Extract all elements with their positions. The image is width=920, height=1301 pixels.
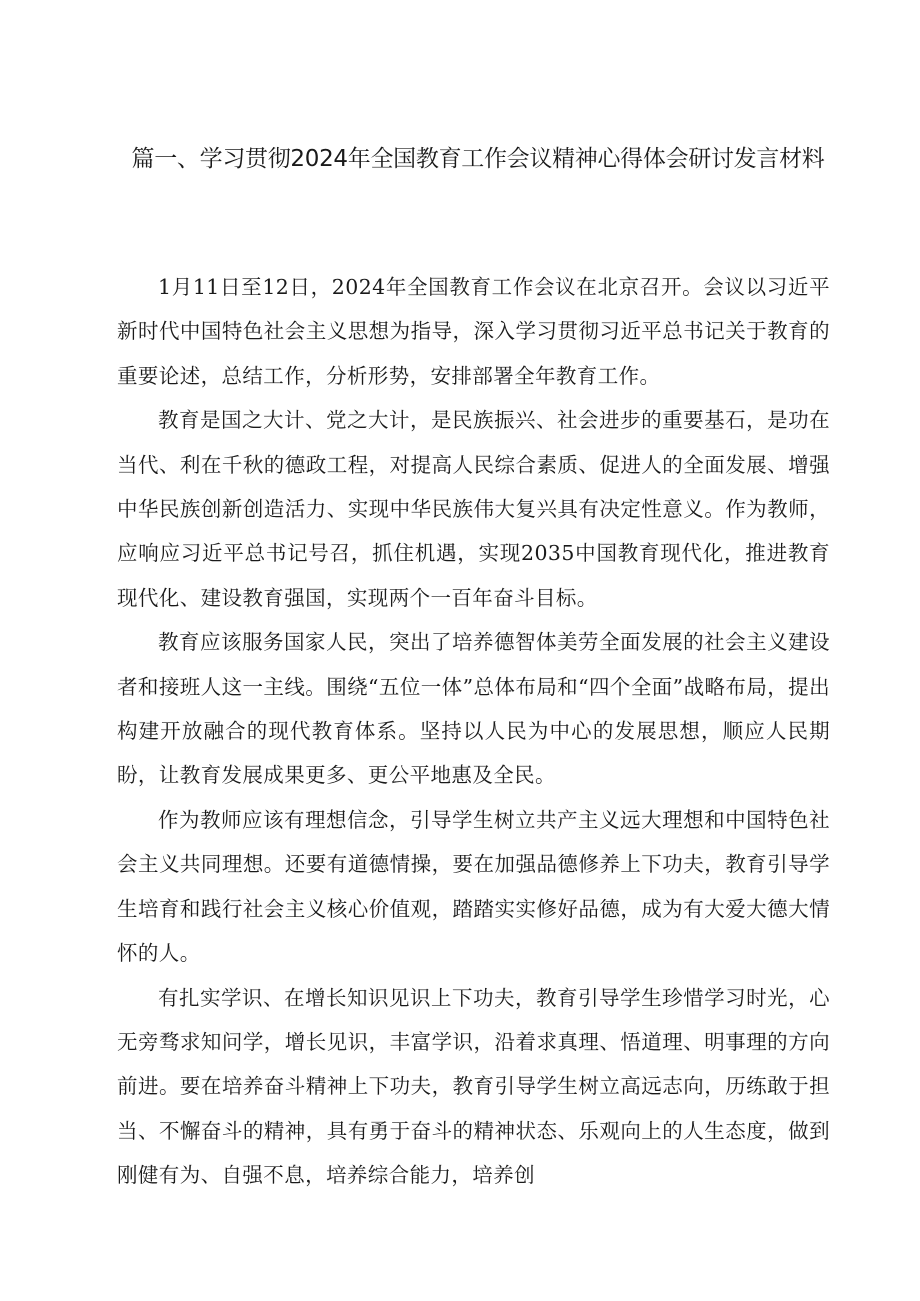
paragraph: 1月11日至12日，2024年全国教育工作会议在北京召开。会议以习近平新时代中国特色社会主义思想为指导，深入学习贯彻习近平总书记关于教育的重要论述，总结工作，分析形势，安排部署全年教育工作。 bbox=[117, 275, 830, 388]
paragraph: 有扎实学识、在增长知识见识上下功夫，教育引导学生珍惜学习时光，心无旁骛求知问学，增长见识，丰富学识，沿着求真理、悟道理、明事理的方向前进。要在培养奋斗精神上下功夫，教育引导学生树立高远志向，历练敢于担当、不懈奋斗的精神，具有勇于奋斗的精神状态、乐观向上的人生态度，做到刚健有为、自强不息，培养综合能力，培养创 bbox=[117, 985, 830, 1188]
paragraph: 教育应该服务国家人民，突出了培养德智体美劳全面发展的社会主义建设者和接班人这一主线。围绕“五位一体”总体布局和“四个全面”战略布局，提出构建开放融合的现代教育体系。坚持以人民为中心的发展思想，顺应人民期盼，让教育发展成果更多、更公平地惠及全民。 bbox=[117, 630, 830, 788]
paragraph: 作为教师应该有理想信念，引导学生树立共产主义远大理想和中国特色社会主义共同理想。还要有道德情操，要在加强品德修养上下功夫，教育引导学生培育和践行社会主义核心价值观，踏踏实实修好品德，成为有大爱大德大情怀的人。 bbox=[117, 807, 830, 966]
paragraph: 教育是国之大计、党之大计，是民族振兴、社会进步的重要基石，是功在当代、利在千秋的德政工程，对提高人民综合素质、促进人的全面发展、增强中华民族创新创造活力、实现中华民族伟大复兴具有决定性意义。作为教师，应响应习近平总书记号召，抓住机遇，实现2035中国教育现代化，推进教育现代化、建设教育强国，实现两个一百年奋斗目标。 bbox=[117, 408, 830, 610]
document-title: 篇一、学习贯彻2024年全国教育工作会议精神心得体会研讨发言材料 bbox=[131, 146, 825, 172]
document-body bbox=[117, 265, 830, 1198]
